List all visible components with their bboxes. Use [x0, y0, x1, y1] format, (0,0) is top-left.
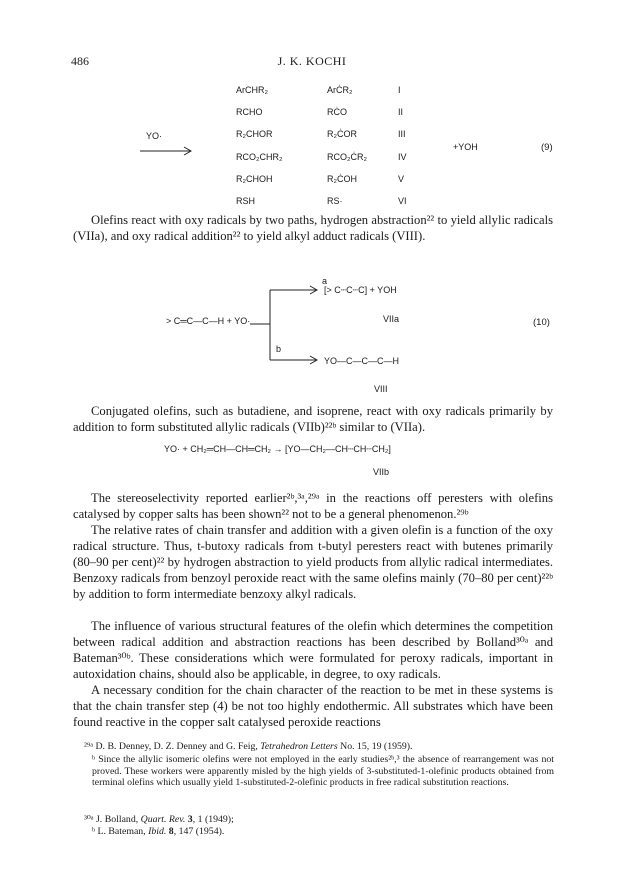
scheme10-reactant: > C═C—C—H + YO·	[166, 316, 251, 326]
scheme9-right-4: RCO₂ĊR₂	[327, 152, 367, 162]
scheme9-right-6: RS·	[327, 196, 343, 206]
scheme9-roman-5: V	[398, 174, 405, 184]
scheme9-roman-1: I	[398, 85, 401, 95]
equation-number-9: (9)	[541, 142, 553, 153]
scheme9-product: +YOH	[453, 142, 478, 152]
footnote-30b-journal: Ibid.	[148, 826, 167, 837]
footnote-30b-volume: 8	[166, 826, 174, 837]
scheme9-right-5: R₂ĊOH	[327, 174, 357, 184]
paragraph-olefins-oxy-radicals: Olefins react with oxy radicals by two paths, hydrogen abstraction²² to yield allylic radicals (VIIa), and oxy radical addition²² to yield alkyl adduct radicals (VIII).	[73, 213, 553, 243]
footnote-30a-author: ³⁰ᵃ J. Bolland,	[84, 814, 141, 825]
page-number: 486	[71, 54, 89, 68]
footnote-30a-volume: 3	[185, 814, 193, 825]
equation-butadiene: YO· + CH₂═CH—CH═CH₂ → [YO—CH₂—CH┄CH┄CH₂]	[164, 444, 391, 454]
footnote-29a-journal: Tetrahedron Letters	[260, 741, 338, 752]
scheme9-left-2: RCHO	[236, 107, 263, 117]
scheme9-right-1: ArĊR₂	[327, 85, 353, 95]
footnote-29a-authors: ²⁹ᵃ D. B. Denney, D. Z. Denney and G. Feig,	[84, 741, 261, 752]
scheme10-label-viia: VIIa	[383, 314, 400, 324]
footnote-29a-ref: No. 15, 19 (1959).	[337, 741, 413, 752]
scheme9-reactant: YO·	[146, 131, 163, 141]
scheme9-right-2: RĊO	[327, 107, 347, 117]
footnote-29b: ᵇ Since the allylic isomeric olefins were not employed in the early studies²ᵇ,³ the absence of rearrangement was not proved. These workers were apparently misled by the high yields of 3-substituted-1-olefinic products obtained from terminal olefins which usually yield 1-substituted-2-olefinic products in free radical substitution reactions.	[92, 754, 554, 789]
scheme-10	[0, 0, 624, 400]
scheme9-left-4: RCO₂CHR₂	[236, 152, 283, 162]
scheme9-left-1: ArCHR₂	[236, 85, 268, 95]
scheme9-roman-4: IV	[398, 152, 407, 162]
scheme9-roman-6: VI	[398, 196, 407, 206]
footnote-30b	[92, 826, 554, 838]
paragraph-conjugated-olefins: Conjugated olefins, such as butadiene, and isoprene, react with oxy radicals primarily by addition to form substituted allylic radicals (VIIb)²²ᵇ similar to (VIIa).	[73, 404, 553, 434]
scheme10-product-a: [> C┄C┄C] + YOH	[324, 285, 397, 295]
footnote-30b-ref: , 147 (1954).	[173, 826, 225, 837]
paragraph-stereoselectivity: The stereoselectivity reported earlier²ᵇ,³ᵃ,²⁹ᵃ in the reactions off peresters with olefins catalysed by copper salts has been shown²² not to be a general phenomenon.²⁹ᵇ	[73, 491, 553, 521]
scheme10-product-b: YO—C—C—C—H	[324, 356, 400, 366]
scheme9-roman-2: II	[398, 107, 404, 117]
equation-butadiene-label: VIIb	[373, 467, 390, 477]
footnote-30b-author: ᵇ L. Bateman,	[92, 826, 149, 837]
scheme10-path-b: b	[276, 344, 282, 354]
scheme9-roman-3: III	[398, 129, 406, 139]
paragraph-structural-influence: The influence of various structural features of the olefin which determines the competition between radical addition and abstraction reactions has been described by Bolland³⁰ᵃ and Bateman³⁰ᵇ. These considerations which were formulated for peroxy radicals, important in autoxidation chains, should also be applicable, in degree, to oxy radicals.	[73, 619, 553, 681]
paragraph-chain-transfer: A necessary condition for the chain character of the reaction to be met in these systems is that the chain transfer step (4) be not too highly endothermic. All substrates which have been found reactive in the copper salt catalysed peroxide reactions	[73, 683, 553, 729]
footnote-29a	[84, 741, 554, 753]
scheme9-right-3: R₂ĊOR	[327, 129, 357, 139]
footnote-30a-ref: , 1 (1949);	[192, 814, 234, 825]
paragraph-relative-rates: The relative rates of chain transfer and addition with a given olefin is a function of the oxy radical structure. Thus, t-butoxy radicals from t-butyl peresters react with butenes primarily (80–90 per cent)²² by hydrogen abstraction to yield products from allylic radical intermediates. Benzoxy radicals from benzoyl peroxide react with the same olefins mainly (70–80 per cent)²²ᵇ by addition to form intermediate benzoxy alkyl radicals.	[73, 523, 553, 601]
scheme9-left-6: RSH	[236, 196, 256, 206]
footnote-30a-journal: Quart. Rev.	[140, 814, 186, 825]
scheme10-label-viii: VIII	[374, 384, 388, 394]
running-head-author: J. K. KOCHI	[277, 54, 347, 68]
scheme10-path-a: a	[322, 276, 328, 286]
scheme9-left-5: R₂CHOH	[236, 174, 273, 184]
footnote-30a	[84, 814, 554, 826]
scheme9-left-3: R₂CHOR	[236, 129, 273, 139]
equation-number-10: (10)	[533, 317, 550, 328]
